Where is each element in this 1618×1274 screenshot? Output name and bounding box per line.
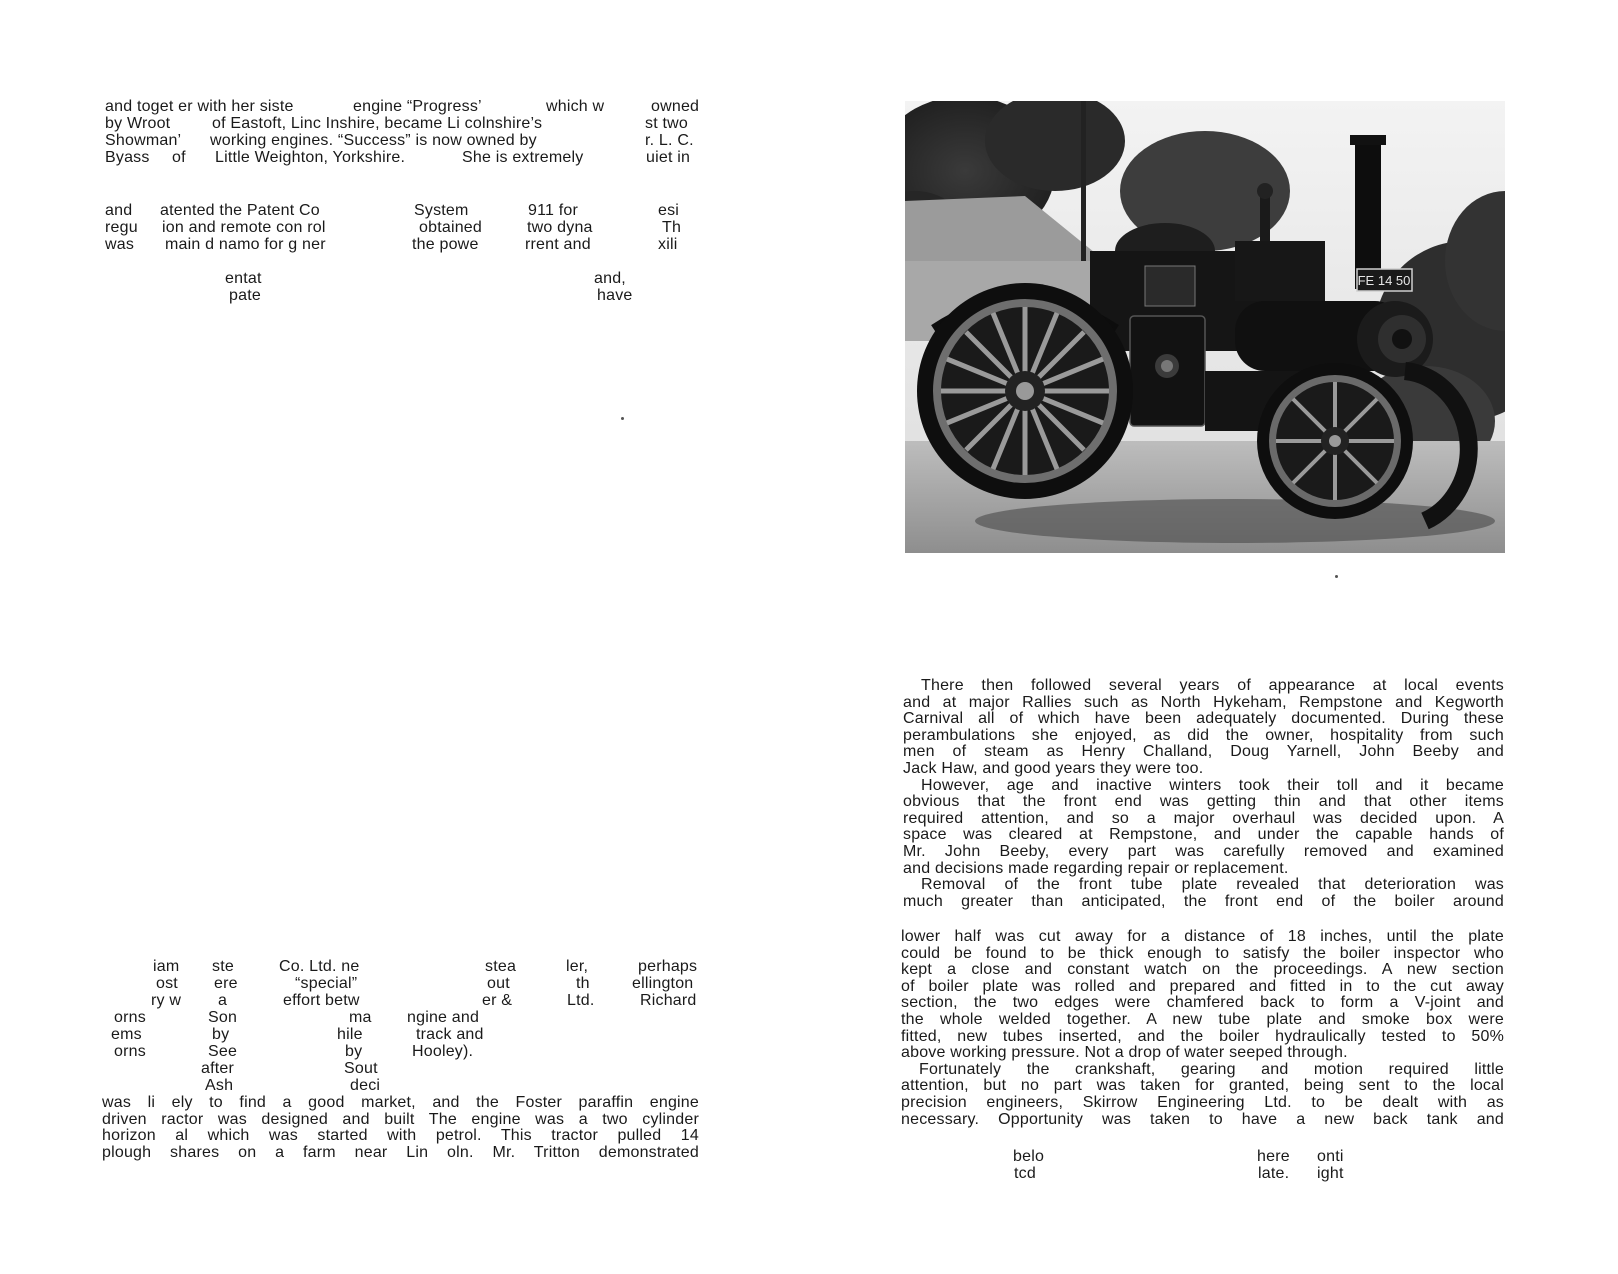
text-fragment: 911 for [528, 202, 579, 219]
text-line: perambulations she enjoyed, as did the owner, hospitality from such [903, 726, 1504, 744]
text-fragment: uiet in [646, 149, 691, 166]
text-fragment: belo [1013, 1148, 1045, 1165]
text-fragment: here [1257, 1148, 1290, 1165]
text-fragment: out [487, 975, 510, 992]
text-fragment: track and [416, 1026, 484, 1043]
number-plate-text: FE 14 50 [1357, 273, 1411, 288]
text-fragment: of [172, 149, 186, 166]
text-line: lower half was cut away for a distance of 18 inches, until the plate [901, 928, 1504, 945]
text-fragment: xili [658, 236, 678, 253]
text-fragment: Ltd. [567, 992, 595, 1009]
text-fragment: Ash [205, 1077, 234, 1094]
text-line: of boiler plate was rolled and prepared and fitted in to the cut away [901, 977, 1504, 995]
text-line: However, age and inactive winters took their toll and it became [921, 776, 1504, 794]
text-line: obvious that the front end was getting thin and that other items [903, 793, 1504, 811]
text-line: kept a close and constant watch on the proceedings. A new section [901, 961, 1504, 979]
text-fragment: by [345, 1043, 363, 1060]
text-fragment: obtained [419, 219, 482, 236]
text-line: driven ractor was designed and built The engine was a two cylinder [102, 1110, 699, 1128]
text-fragment: owned [651, 98, 700, 115]
text-fragment: stea [485, 958, 517, 975]
text-fragment: Co. Ltd. ne [279, 958, 360, 975]
text-line: Jack Haw, and good years they were too. [903, 759, 1204, 777]
text-fragment: two dyna [527, 219, 593, 236]
text-fragment: ngine and [407, 1009, 480, 1026]
text-fragment: ry w [151, 992, 182, 1009]
text-fragment: atented the Patent Co [160, 202, 320, 219]
print-speck [1335, 575, 1338, 578]
text-fragment: iam [153, 958, 180, 975]
text-line: required attention, and so a major overhaul was decided upon. A [903, 809, 1504, 827]
text-fragment: ellington [632, 975, 694, 992]
text-fragment: and [105, 202, 133, 219]
text-fragment: of Eastoft, Linc Inshire, became Li colnshire’s [212, 115, 543, 132]
text-line: Carnival all of which have been adequately documented. During these [903, 710, 1504, 728]
text-line: Fortunately the crankshaft, gearing and motion required little [919, 1060, 1504, 1078]
text-fragment: working engines. “Success” is now owned by [210, 132, 537, 149]
text-fragment: Richard [640, 992, 697, 1009]
text-fragment: onti [1317, 1148, 1344, 1165]
text-line: fitted, new tubes inserted, and the boiler hydraulically tested to 50% [901, 1027, 1504, 1045]
text-fragment: have [597, 287, 633, 304]
text-fragment: and, [594, 270, 626, 287]
text-fragment: Th [662, 219, 682, 236]
steam-engine-illustration [905, 101, 1505, 553]
text-fragment: r. L. C. [645, 132, 694, 149]
text-fragment: Little Weighton, Yorkshire. [215, 149, 406, 166]
text-fragment: Hooley). [412, 1043, 474, 1060]
text-fragment: ight [1317, 1165, 1344, 1182]
text-fragment: She is extremely [462, 149, 584, 166]
text-fragment: ems [111, 1026, 142, 1043]
right-paragraph-2 [901, 929, 1504, 1128]
print-speck [621, 417, 624, 420]
text-fragment: ion and remote con rol [162, 219, 326, 236]
text-line: and decisions made regarding repair or replacement. [903, 859, 1289, 877]
text-line: Mr. John Beeby, every part was carefully removed and examined [903, 842, 1504, 860]
text-fragment: rrent and [525, 236, 591, 253]
text-line: above working pressure. Not a drop of water seeped through. [901, 1044, 1348, 1062]
text-fragment: orns [114, 1009, 146, 1026]
rear-wheel [917, 283, 1133, 499]
text-line: space was cleared at Rempstone, and under the capable hands of [903, 826, 1504, 844]
text-fragment: by [212, 1026, 230, 1043]
text-line: There then followed several years of appearance at local events [921, 677, 1504, 694]
text-line: the whole welded together. A new tube plate and smoke box were [901, 1010, 1504, 1028]
text-fragment: Sout [344, 1060, 378, 1077]
text-fragment: System [414, 202, 469, 219]
text-fragment: Byass [105, 149, 150, 166]
text-fragment: ma [349, 1009, 372, 1026]
text-fragment: regu [105, 219, 138, 236]
text-fragment: Showman’ [105, 132, 182, 149]
text-line: horizon al which was started with petrol. This tractor pulled 14 [102, 1127, 699, 1145]
text-fragment: by Wroot [105, 115, 171, 132]
text-fragment: which w [546, 98, 605, 115]
left-page [0, 0, 800, 1274]
text-line: Removal of the front tube plate revealed that deterioration was [921, 876, 1504, 894]
text-fragment: esi [658, 202, 680, 219]
traction-engine-photo [905, 101, 1505, 553]
text-fragment: effort betw [283, 992, 360, 1009]
text-line: plough shares on a farm near Lin oln. Mr. Tritton demonstrated [102, 1143, 699, 1161]
text-fragment: ost [156, 975, 178, 992]
text-fragment: orns [114, 1043, 146, 1060]
text-line: much greater than anticipated, the front end of the boiler around [903, 892, 1504, 910]
text-line: attention, but no part was taken for granted, being sent to the local [901, 1077, 1504, 1095]
text-line: men of steam as Henry Challand, Doug Yarnell, John Beeby and [903, 743, 1504, 761]
text-fragment: deci [350, 1077, 381, 1094]
text-fragment: a [218, 992, 228, 1009]
text-fragment: engine “Progress’ [353, 98, 482, 115]
text-fragment: ler, [566, 958, 589, 975]
text-line: could be found to be thick enough to satisfy the boiler inspector who [901, 944, 1504, 962]
text-fragment: “special” [295, 975, 358, 992]
text-fragment: ste [212, 958, 234, 975]
text-line: and at major Rallies such as North Hykeham, Rempstone and Kegworth [903, 693, 1504, 711]
text-fragment: Son [208, 1009, 238, 1026]
text-line: was li ely to find a good market, and the Foster paraffin engine [102, 1094, 699, 1111]
text-fragment: hile [337, 1026, 363, 1043]
text-fragment: ere [214, 975, 238, 992]
text-fragment: perhaps [638, 958, 698, 975]
text-fragment: th [576, 975, 590, 992]
front-wheel [1257, 363, 1413, 519]
text-fragment: st two [645, 115, 688, 132]
right-paragraph-1 [903, 678, 1504, 910]
left-bottom-paragraph [102, 1095, 699, 1161]
text-fragment: was [105, 236, 135, 253]
text-fragment: the powe [412, 236, 479, 253]
text-fragment: entat [225, 270, 262, 287]
text-fragment: late. [1258, 1165, 1290, 1182]
text-fragment: after [201, 1060, 235, 1077]
text-fragment: er & [482, 992, 513, 1009]
text-line: section, the two edges were chamfered back to form a V-joint and [901, 994, 1504, 1012]
text-fragment: pate [229, 287, 261, 304]
text-fragment: main d namo for g ner [165, 236, 326, 253]
text-line: necessary. Opportunity was taken to have a new back tank and [901, 1110, 1504, 1128]
text-fragment: tcd [1014, 1165, 1036, 1182]
text-line: precision engineers, Skirrow Engineering Ltd. to be dealt with as [901, 1093, 1504, 1111]
text-fragment: See [208, 1043, 238, 1060]
text-fragment: and toget er with her siste [105, 98, 294, 115]
